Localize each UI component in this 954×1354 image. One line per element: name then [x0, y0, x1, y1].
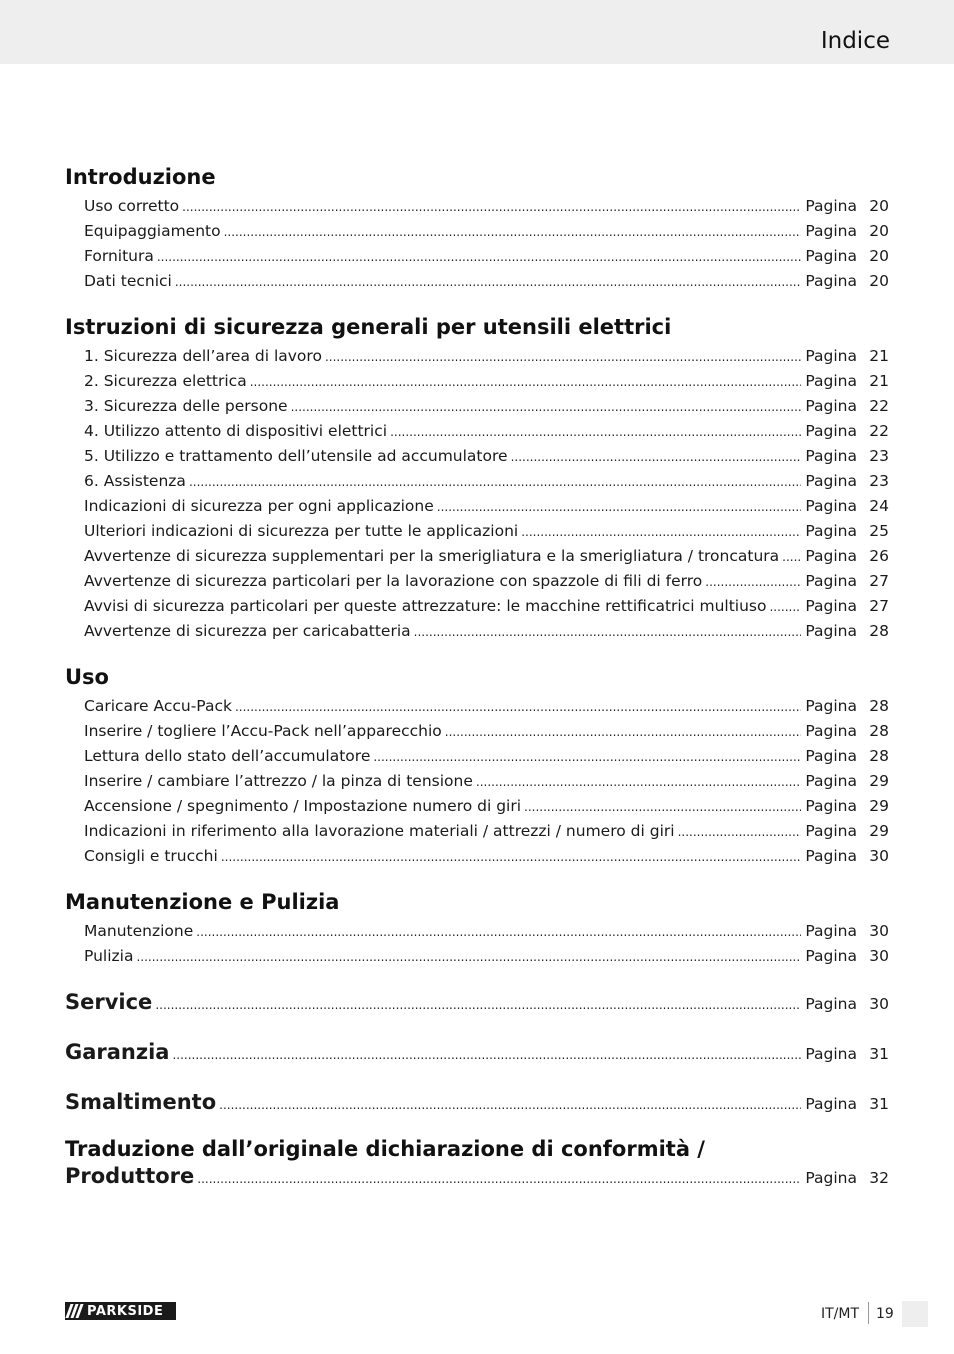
- entry-label: Fornitura: [84, 247, 154, 265]
- page-word: Pagina: [805, 947, 857, 965]
- entry-label: Service: [65, 990, 153, 1014]
- page-number: 22: [869, 397, 889, 415]
- page-word: Pagina: [805, 747, 857, 765]
- page-number: 30: [869, 947, 889, 965]
- entry-label: Uso corretto: [84, 197, 180, 215]
- table-of-contents: [65, 160, 889, 1189]
- page-word: Pagina: [805, 397, 857, 415]
- page-word: Pagina: [805, 222, 857, 240]
- toc-entry-dichiarazione[interactable]: [65, 1163, 889, 1189]
- toc-entry-smaltimento[interactable]: [65, 1085, 889, 1119]
- logo-stripes-icon: [65, 1304, 81, 1318]
- page-number: 21: [869, 347, 889, 365]
- page-number: 28: [869, 747, 889, 765]
- page-number: 20: [869, 247, 889, 265]
- toc-entry[interactable]: [65, 794, 889, 819]
- dot-leader: [782, 545, 801, 570]
- dot-leader: [136, 945, 801, 970]
- toc-entry[interactable]: [65, 519, 889, 544]
- page-word: Pagina: [805, 822, 857, 840]
- entry-label: 4. Utilizzo attento di dispositivi elettrici: [84, 422, 388, 440]
- dot-leader: [476, 770, 802, 795]
- page-word: Pagina: [805, 347, 857, 365]
- page-word: Pagina: [805, 797, 857, 815]
- section-gap: [65, 294, 889, 310]
- page-number: 28: [869, 722, 889, 740]
- entry-label: Accensione / spegnimento / Impostazione numero di giri: [84, 797, 522, 815]
- toc-entry[interactable]: [65, 394, 889, 419]
- dot-leader: [769, 595, 801, 620]
- section-gap: [65, 969, 889, 985]
- toc-entry[interactable]: [65, 344, 889, 369]
- page-number-footer: 19: [876, 1306, 894, 1322]
- dot-leader: [182, 195, 801, 220]
- page-word: Pagina: [805, 197, 857, 215]
- toc-entry[interactable]: [65, 469, 889, 494]
- entry-label: Manutenzione: [84, 922, 194, 940]
- page-number: 28: [869, 622, 889, 640]
- entry-label: 5. Utilizzo e trattamento dell’utensile ad accumulatore: [84, 447, 508, 465]
- dot-leader: [414, 620, 802, 645]
- page-word: Pagina: [805, 722, 857, 740]
- toc-entry-service[interactable]: [65, 985, 889, 1019]
- page-number: 27: [869, 597, 889, 615]
- page-number: 31: [869, 1045, 889, 1063]
- dot-leader: [437, 495, 802, 520]
- page-word: Pagina: [805, 247, 857, 265]
- footer-tab-box: [902, 1301, 928, 1327]
- section-title: Istruzioni di sicurezza generali per utensili elettrici: [65, 315, 672, 339]
- page-number: 31: [869, 1095, 889, 1113]
- page-number: 27: [869, 572, 889, 590]
- toc-entry[interactable]: [65, 719, 889, 744]
- entry-label: 6. Assistenza: [84, 472, 186, 490]
- entry-label: Avvertenze di sicurezza supplementari per la smerigliatura e la smerigliatura / troncatura: [84, 547, 780, 565]
- dot-leader: [189, 470, 801, 495]
- toc-entry[interactable]: [65, 944, 889, 969]
- page-word: Pagina: [805, 272, 857, 290]
- page-number: 20: [869, 197, 889, 215]
- dot-leader: [521, 520, 801, 545]
- dot-leader: [219, 1088, 801, 1122]
- entry-label: Indicazioni in riferimento alla lavorazione materiali / attrezzi / numero di giri: [84, 822, 675, 840]
- page-number: 26: [869, 547, 889, 565]
- entry-label: Indicazioni di sicurezza per ogni applicazione: [84, 497, 434, 515]
- entry-label: Consigli e trucchi: [84, 847, 218, 865]
- section-title: Introduzione: [65, 165, 216, 189]
- page-word: Pagina: [805, 372, 857, 390]
- toc-section-introduzione: [65, 160, 889, 294]
- page-number: 24: [869, 497, 889, 515]
- page-number: 30: [869, 995, 889, 1013]
- page-number: 29: [869, 797, 889, 815]
- entry-label: Avvisi di sicurezza particolari per queste attrezzature: le macchine rettificatrici multiuso: [84, 597, 767, 615]
- toc-entry[interactable]: [65, 594, 889, 619]
- page-word: Pagina: [805, 995, 857, 1013]
- page-number: 32: [869, 1169, 889, 1187]
- page-number: 28: [869, 697, 889, 715]
- entry-label: Inserire / cambiare l’attrezzo / la pinza di tensione: [84, 772, 473, 790]
- dot-leader: [325, 345, 801, 370]
- page-word: Pagina: [805, 922, 857, 940]
- dot-leader: [524, 795, 801, 820]
- page-word: Pagina: [805, 697, 857, 715]
- page-word: Pagina: [805, 497, 857, 515]
- toc-entry[interactable]: [65, 819, 889, 844]
- toc-entry[interactable]: [65, 769, 889, 794]
- page-word: Pagina: [805, 472, 857, 490]
- dot-leader: [155, 988, 801, 1022]
- page-number: 29: [869, 772, 889, 790]
- header-band: [0, 0, 954, 64]
- section-gap: [65, 644, 889, 660]
- page-word: Pagina: [805, 1095, 857, 1113]
- dot-leader: [175, 270, 802, 295]
- dot-leader: [705, 570, 801, 595]
- entry-label: Ulteriori indicazioni di sicurezza per tutte le applicazioni: [84, 522, 519, 540]
- toc-entry[interactable]: [65, 194, 889, 219]
- page-word: Pagina: [805, 847, 857, 865]
- page-word: Pagina: [805, 772, 857, 790]
- entry-label: 2. Sicurezza elettrica: [84, 372, 247, 390]
- entry-label: 3. Sicurezza delle persone: [84, 397, 288, 415]
- entry-label: Pulizia: [84, 947, 134, 965]
- dot-leader: [291, 395, 802, 420]
- page-number: 25: [869, 522, 889, 540]
- dot-leader: [250, 370, 802, 395]
- toc-entry[interactable]: [65, 369, 889, 394]
- page-word: Pagina: [805, 522, 857, 540]
- page-number: 29: [869, 822, 889, 840]
- toc-entry[interactable]: [65, 544, 889, 569]
- page-word: Pagina: [805, 547, 857, 565]
- language-code: IT/MT: [821, 1306, 860, 1322]
- section-gap: [65, 869, 889, 885]
- toc-entry[interactable]: [65, 569, 889, 594]
- page-title: Indice: [820, 28, 890, 54]
- toc-entry[interactable]: [65, 494, 889, 519]
- toc-entry[interactable]: [65, 744, 889, 769]
- dot-leader: [224, 220, 802, 245]
- entry-label: Produttore: [65, 1164, 195, 1188]
- dot-leader: [221, 845, 802, 870]
- dot-leader: [157, 245, 802, 270]
- toc-entry[interactable]: [65, 844, 889, 869]
- entry-label: 1. Sicurezza dell’area di lavoro: [84, 347, 322, 365]
- entry-label: Garanzia: [65, 1040, 170, 1064]
- toc-entry-garanzia[interactable]: [65, 1035, 889, 1069]
- entry-label: Smaltimento: [65, 1090, 217, 1114]
- toc-entry[interactable]: [65, 244, 889, 269]
- dot-leader: [197, 1166, 801, 1192]
- page-number: 30: [869, 922, 889, 940]
- page-word: Pagina: [805, 597, 857, 615]
- dot-leader: [196, 920, 801, 945]
- entry-label: Lettura dello stato dell’accumulatore: [84, 747, 371, 765]
- dot-leader: [235, 695, 801, 720]
- page-number: 21: [869, 372, 889, 390]
- page-number: 22: [869, 422, 889, 440]
- logo-text: PARKSIDE: [87, 1303, 164, 1319]
- entry-label: Inserire / togliere l’Accu-Pack nell’apparecchio: [84, 722, 442, 740]
- entry-label: Caricare Accu-Pack: [84, 697, 232, 715]
- toc-section-uso: [65, 660, 889, 869]
- toc-entry[interactable]: [65, 219, 889, 244]
- page-number: 20: [869, 222, 889, 240]
- dot-leader: [172, 1038, 801, 1072]
- toc-entry[interactable]: [65, 444, 889, 469]
- page-number: 23: [869, 447, 889, 465]
- page-word: Pagina: [805, 1045, 857, 1063]
- page-word: Pagina: [805, 622, 857, 640]
- section-title: Manutenzione e Pulizia: [65, 890, 340, 914]
- page-word: Pagina: [805, 422, 857, 440]
- dot-leader: [678, 820, 802, 845]
- toc-entry[interactable]: [65, 419, 889, 444]
- footer-divider: [868, 1302, 869, 1324]
- dot-leader: [511, 445, 802, 470]
- page-number: 30: [869, 847, 889, 865]
- toc-section-sicurezza: [65, 310, 889, 644]
- page-word: Pagina: [805, 572, 857, 590]
- toc-section-manutenzione: [65, 885, 889, 969]
- parkside-logo: [65, 1302, 176, 1320]
- dot-leader: [373, 745, 801, 770]
- entry-label: Equipaggiamento: [84, 222, 221, 240]
- page-number: 23: [869, 472, 889, 490]
- page-number: 20: [869, 272, 889, 290]
- toc-entry[interactable]: [65, 919, 889, 944]
- final-entry-title: Traduzione dall’originale dichiarazione di conformità /: [65, 1137, 705, 1161]
- toc-entry[interactable]: [65, 694, 889, 719]
- entry-label: Avvertenze di sicurezza particolari per la lavorazione con spazzole di fili di ferro: [84, 572, 703, 590]
- dot-leader: [390, 420, 801, 445]
- entry-label: Dati tecnici: [84, 272, 172, 290]
- dot-leader: [445, 720, 802, 745]
- toc-entry[interactable]: [65, 619, 889, 644]
- entry-label: Avvertenze di sicurezza per caricabatteria: [84, 622, 411, 640]
- page-word: Pagina: [805, 1169, 857, 1187]
- section-title: Uso: [65, 665, 109, 689]
- toc-entry[interactable]: [65, 269, 889, 294]
- page-word: Pagina: [805, 447, 857, 465]
